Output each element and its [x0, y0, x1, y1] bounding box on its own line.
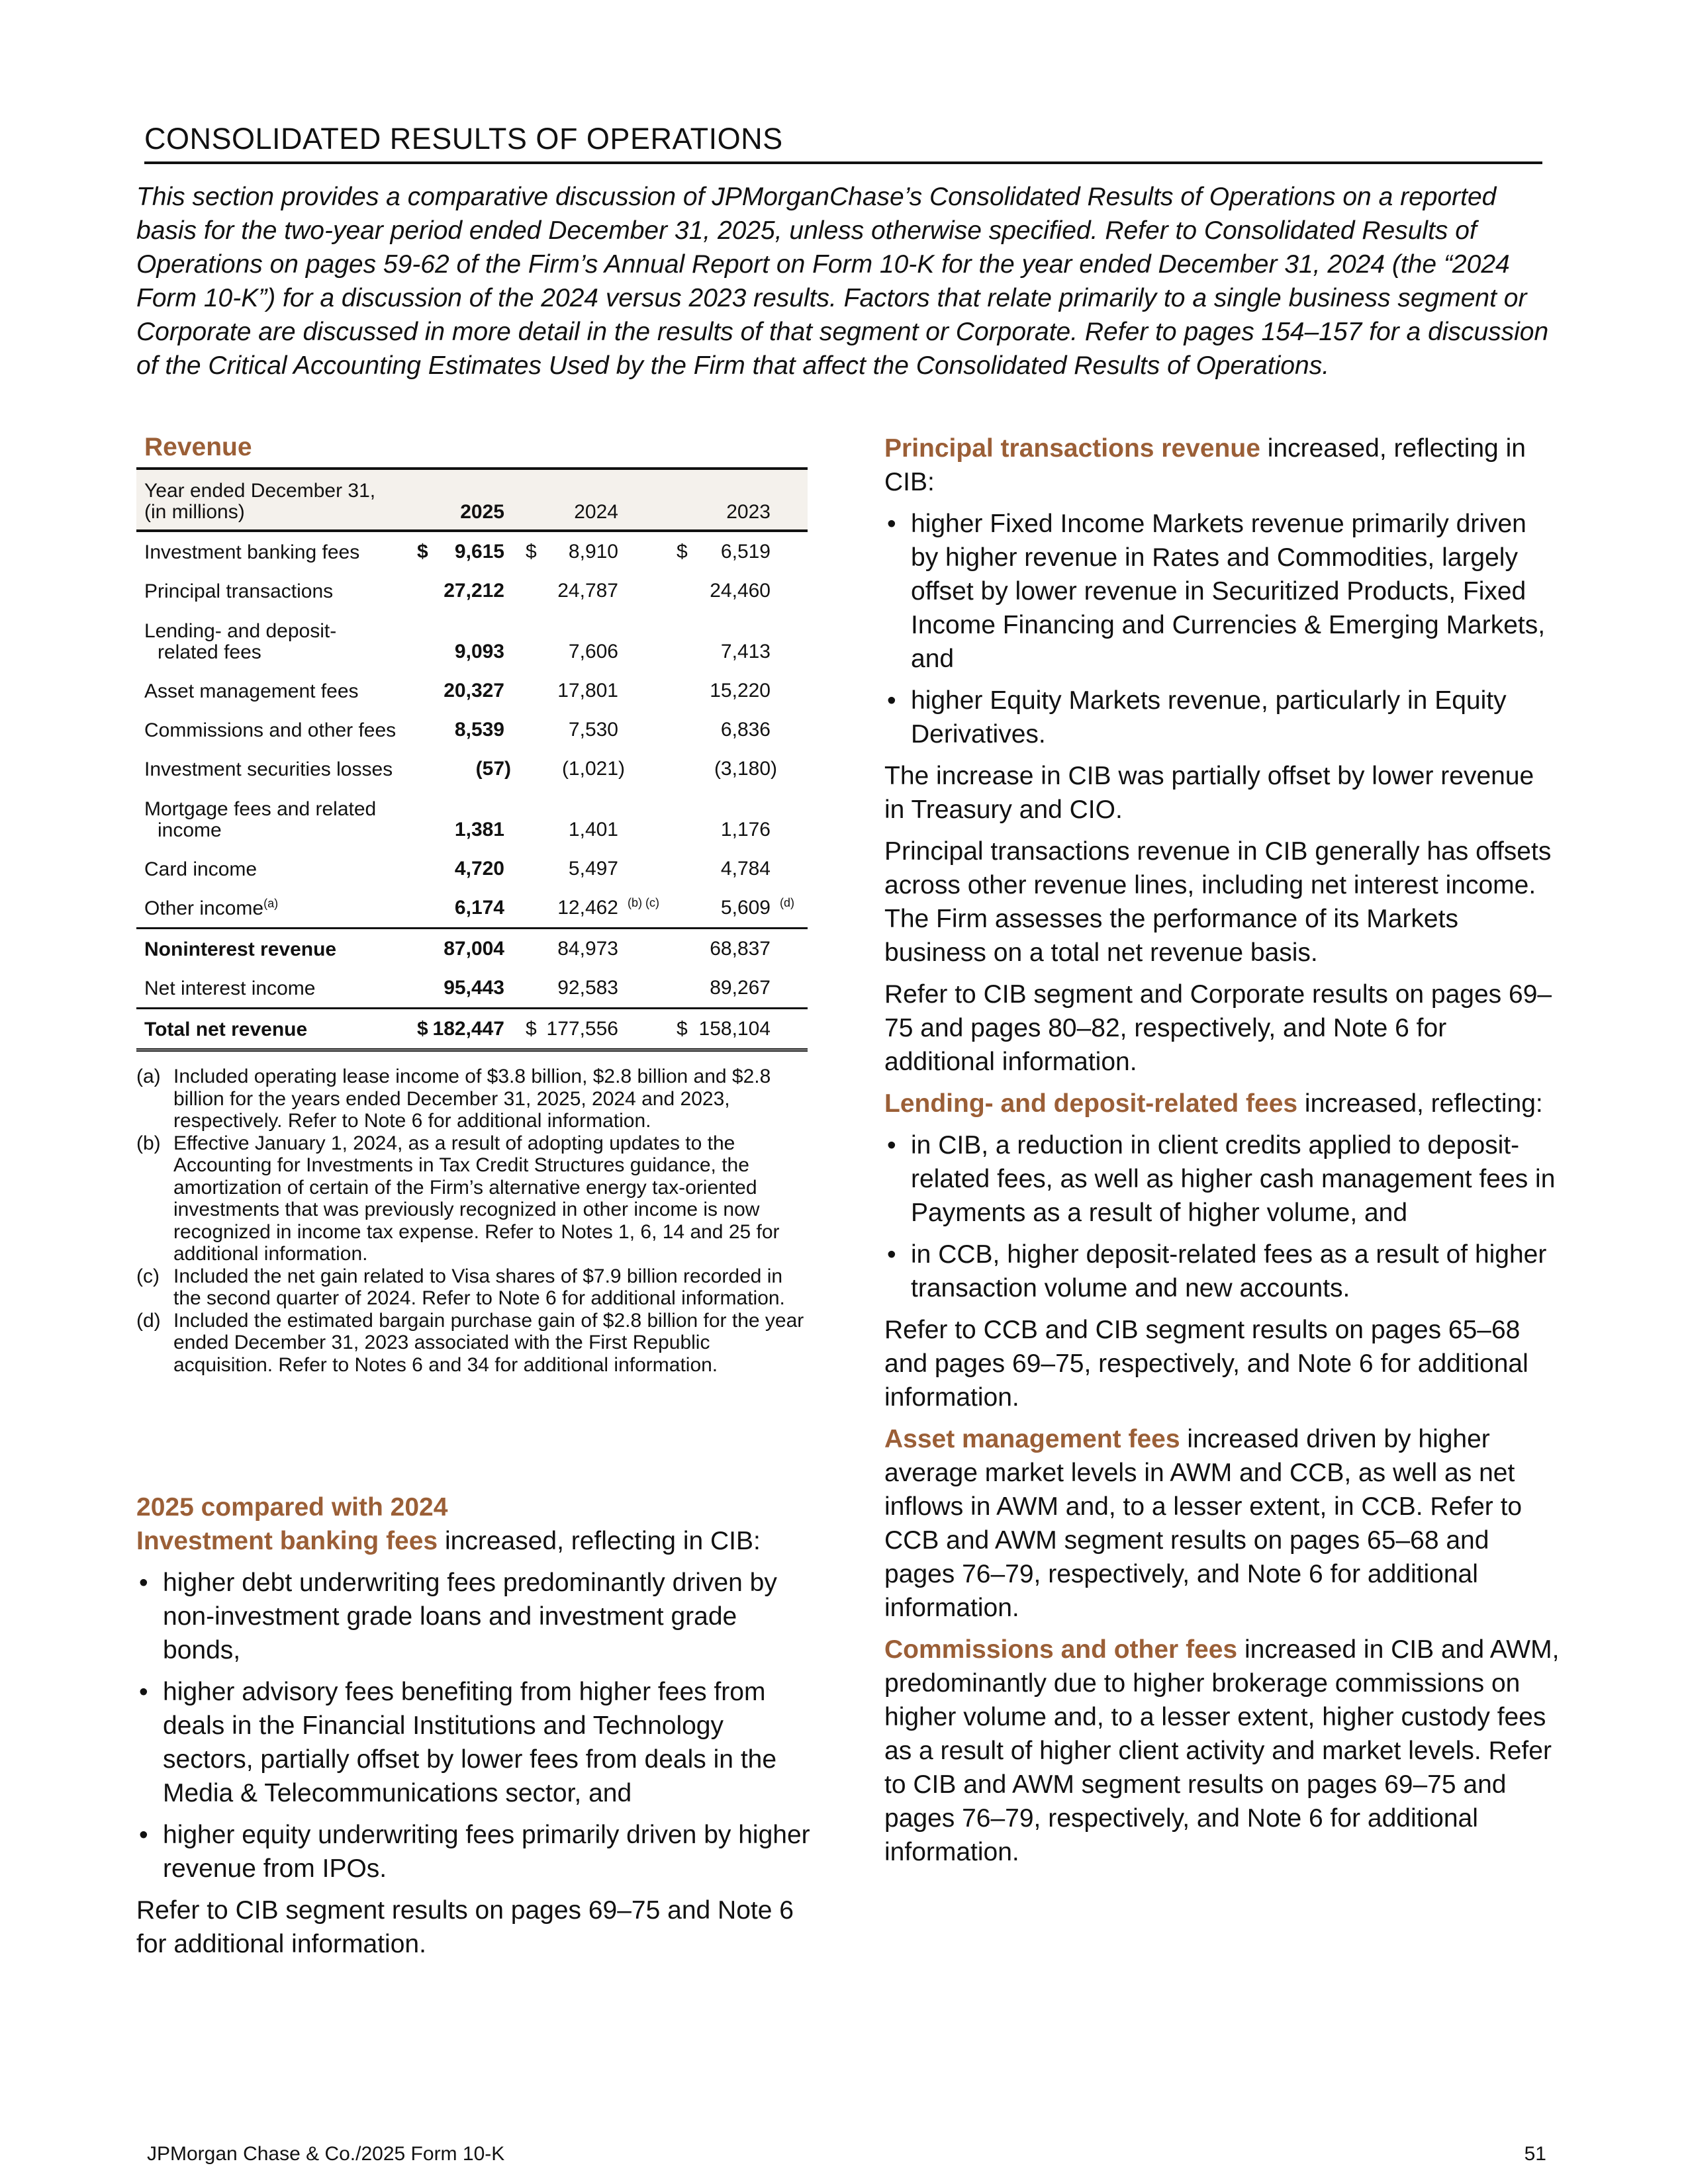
footnote-ref: (b) (c)	[628, 896, 659, 909]
footer-company: JPMorgan Chase & Co./2025 Form 10-K	[147, 2143, 505, 2165]
footnote-ref: (d)	[780, 896, 794, 909]
right-column-discussion	[884, 432, 1560, 1877]
revenue-heading: Revenue	[144, 433, 252, 461]
currency-symbol: $	[526, 541, 537, 563]
table-row: Lending- and deposit- related fees 9,093 7,606 7,413	[144, 620, 771, 663]
ld-paragraph: Lending- and deposit-related fees increased, reflecting:	[884, 1089, 1543, 1118]
year-2023-header: 2023	[726, 501, 771, 523]
table-header	[136, 467, 808, 532]
table-footnotes	[136, 1066, 808, 1376]
currency-symbol: $	[677, 1018, 688, 1040]
pt-refer: Refer to CIB segment and Corporate results on pages 69–75 and pages 80–82, respectively, and Note 6 for additional information.	[884, 980, 1552, 1076]
currency-symbol: $	[526, 1018, 537, 1040]
footnote: (b) Effective January 1, 2024, as a result of adopting updates to the Accounting for Investments in Tax Credit Structures guidance, the amortization of certain of the Firm’s alternative energy tax-oriented investments that was previously recognized in other income is now recognized in income tax expense. Refer to Notes 1, 6, 14 and 25 for additional information.	[136, 1132, 780, 1265]
currency-symbol: $	[417, 1018, 428, 1040]
year-2025-header: 2025	[460, 501, 504, 523]
pt-bullets	[884, 507, 1560, 751]
comparison-heading: 2025 compared with 2024	[136, 1493, 448, 1522]
table-row: Other income$^{(a)}$ 6,174 12,462 (b) (c) 5,609 (d)	[144, 896, 794, 919]
am-paragraph: Asset management fees increased driven by higher average market levels in AWM and CCB, as well as net inflows in AWM and, to a lesser extent, in CCB. Refer to CCB and AWM segment results on pages 65–68 and pages 76–79, respectively, and Note 6 for additional information.	[884, 1425, 1523, 1622]
footnote-ref: (a)	[263, 897, 279, 910]
currency-symbol: $	[417, 541, 428, 563]
table-row: Principal transactions 27,212 24,787 24,460	[144, 580, 771, 602]
pt-markets-paragraph: Principal transactions revenue in CIB generally has offsets across other revenue lines, including net interest income. The Firm assesses the performance of its Markets business on a total net revenue basis.	[884, 837, 1552, 967]
table-row: Asset management fees 20,327 17,801 15,220	[144, 680, 771, 702]
left-column-discussion	[136, 1490, 818, 1969]
table-row: Total net revenue $ 182,447 $ 177,556 $ 158,104	[136, 1007, 808, 1052]
section-title: CONSOLIDATED RESULTS OF OPERATIONS	[144, 122, 1542, 164]
list-item: • higher Equity Markets revenue, particularly in Equity Derivatives.	[884, 684, 1560, 751]
list-item: • higher Fixed Income Markets revenue primarily driven by higher revenue in Rates and Commodities, largely offset by lower revenue in Securitized Products, Fixed Income Financing and Currencies & Emerging Markets, and	[884, 507, 1560, 676]
table-header-label: Year ended December 31, (in millions)	[144, 480, 376, 523]
pt-paragraph: Principal transactions revenue increased, reflecting in CIB:	[884, 434, 1526, 496]
ld-bullets	[884, 1128, 1560, 1305]
year-2024-header: 2024	[574, 501, 618, 523]
co-paragraph: Commissions and other fees increased in CIB and AWM, predominantly due to higher brokerage commissions on higher volume and, to a lesser extent, higher custody fees as a result of higher client activity and market levels. Refer to CIB and AWM segment results on pages 69–75 and pages 76–79, respectively, and Note 6 for additional information.	[884, 1635, 1560, 1866]
currency-symbol: $	[677, 541, 688, 563]
pt-offset-paragraph: The increase in CIB was partially offset by lower revenue in Treasury and CIO.	[884, 762, 1534, 824]
list-item: • higher advisory fees benefiting from higher fees from deals in the Financial Institutions and Technology sectors, partially offset by lower fees from deals in the Media & Telecommunications sector, and	[136, 1675, 818, 1810]
table-row: Investment banking fees $ 9,615 $ 8,910 $ 6,519	[144, 541, 771, 563]
list-item: • higher equity underwriting fees primarily driven by higher revenue from IPOs.	[136, 1818, 818, 1886]
footnote: (d) Included the estimated bargain purchase gain of $2.8 billion for the year ended December 31, 2023 associated with the First Republic acquisition. Refer to Notes 6 and 34 for additional information.	[136, 1309, 804, 1376]
table-row: Mortgage fees and related income 1,381 1,401 1,176	[144, 798, 771, 841]
list-item: • in CIB, a reduction in client credits applied to deposit-related fees, as well as higher cash management fees in Payments as a result of higher volume, and	[884, 1128, 1560, 1230]
list-item: • higher debt underwriting fees predominantly driven by non-investment grade loans and investment grade bonds,	[136, 1566, 818, 1667]
ib-bullets	[136, 1566, 818, 1886]
table-row: Card income 4,720 5,497 4,784	[144, 858, 771, 880]
intro-paragraph: This section provides a comparative discussion of JPMorganChase’s Consolidated Results of Operations on a reported basis for the two-year period ended December 31, 2025, unless otherwise specified. Refer to Consolidated Results of Operations on pages 59-62 of the Firm’s Annual Report on Form 10-K for the year ended December 31, 2024 (the “2024 Form 10-K”) for a discussion of the 2024 versus 2023 results. Factors that relate primarily to a single business segment or Corporate are discussed in more detail in the results of that segment or Corporate. Refer to pages 154–157 for a discussion of the Critical Accounting Estimates Used by the Firm that affect the Consolidated Results of Operations.	[136, 183, 1549, 380]
table-row: Noninterest revenue 87,004 84,973 68,837	[136, 927, 808, 968]
ib-paragraph: Investment banking fees increased, reflecting in CIB:	[136, 1527, 761, 1555]
table-row: Commissions and other fees 8,539 7,530 6,836	[144, 719, 771, 741]
table-row: Net interest income 95,443 92,583 89,267	[144, 977, 771, 999]
revenue-table	[136, 467, 808, 1052]
ib-refer: Refer to CIB segment results on pages 69–75 and Note 6 for additional information.	[136, 1896, 794, 1958]
footnote: (c) Included the net gain related to Visa shares of $7.9 billion recorded in the second quarter of 2024. Refer to Note 6 for additional information.	[136, 1265, 785, 1309]
list-item: • in CCB, higher deposit-related fees as a result of higher transaction volume and new accounts.	[884, 1238, 1560, 1305]
page-number: 51	[1524, 2143, 1546, 2165]
footnote: (a) Included operating lease income of $3.8 billion, $2.8 billion and $2.8 billion for the years ended December 31, 2025, 2024 and 2023, respectively. Refer to Note 6 for additional information.	[136, 1066, 771, 1132]
table-row: Investment securities losses (57) (1,021) (3,180)	[144, 758, 777, 780]
ld-refer: Refer to CCB and CIB segment results on pages 65–68 and pages 69–75, respectively, and Note 6 for additional information.	[884, 1316, 1528, 1412]
